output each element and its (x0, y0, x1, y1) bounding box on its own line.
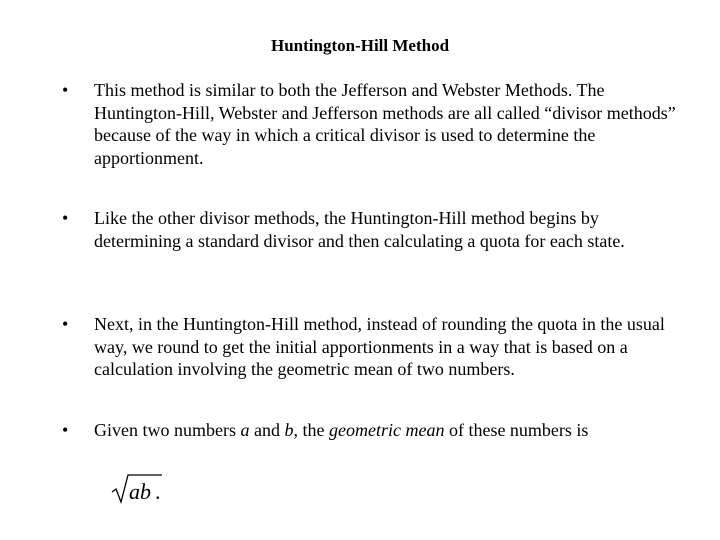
bullet-text: Like the other divisor methods, the Huntington-Hill method begins by determining a standard divisor and then calculating a quota for each state. (94, 208, 625, 251)
geometric-mean-term: geometric mean (328, 420, 445, 440)
bullet-icon: • (62, 208, 69, 228)
bullet-icon: • (62, 314, 69, 334)
bullet-icon: • (62, 420, 69, 440)
bullet-text: This method is similar to both the Jefferson and Webster Methods. The Huntington-Hill, Webster and Jefferson methods are all called “divisor methods” because of the way in which a critical divisor is used to determine the apportionment. (94, 80, 676, 168)
formula-period: . (155, 479, 161, 504)
bullet-item-4 (62, 419, 682, 442)
bullet-text-part: , the (293, 420, 329, 440)
variable-b: b (284, 420, 294, 440)
geometric-mean-formula (110, 472, 190, 506)
bullet-text-part: Given two numbers (94, 420, 241, 440)
bullet-item-3 (62, 313, 682, 381)
bullet-text: Next, in the Huntington-Hill method, instead of rounding the quota in the usual way, we round to get the initial apportionments in a way that is based on a calculation involving the geometric mean of two numbers. (94, 314, 665, 379)
formula-radicand: ab (129, 479, 151, 504)
slide-title: Huntington-Hill Method (270, 36, 450, 55)
bullet-item-1 (62, 79, 682, 169)
bullet-text (94, 419, 682, 442)
bullet-icon: • (62, 80, 69, 100)
square-root-icon (110, 472, 190, 506)
bullet-text-part: and (249, 420, 285, 440)
bullet-item-2 (62, 207, 682, 252)
bullet-text-part: of these numbers is (444, 420, 589, 440)
variable-a: a (240, 420, 250, 440)
